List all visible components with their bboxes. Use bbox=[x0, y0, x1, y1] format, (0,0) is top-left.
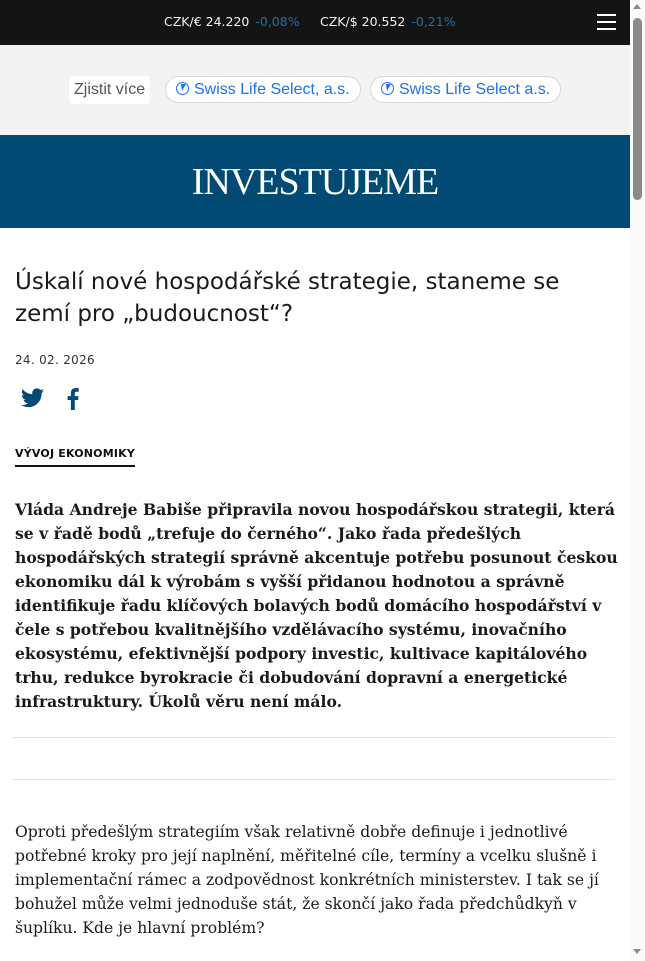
facebook-icon bbox=[66, 388, 80, 410]
twitter-icon bbox=[21, 388, 44, 408]
bolt-circle-icon bbox=[176, 82, 189, 95]
article-date: 24. 02. 2026 bbox=[15, 353, 95, 367]
promo-label: Zjistit více bbox=[69, 76, 150, 104]
promo-chip-label: Swiss Life Select a.s. bbox=[399, 81, 551, 98]
ticker-eur bbox=[164, 14, 300, 29]
category-tag[interactable]: VÝVOJ EKONOMIKY bbox=[15, 447, 135, 467]
currency-ticker-bar bbox=[0, 0, 630, 45]
vertical-scrollbar[interactable] bbox=[630, 0, 645, 961]
site-logo[interactable]: INVESTUJEME bbox=[191, 161, 439, 203]
promo-chip-label: Swiss Life Select, a.s. bbox=[194, 81, 350, 98]
ticker-eur-change: -0,08% bbox=[255, 14, 300, 29]
share-twitter-button[interactable] bbox=[21, 388, 44, 410]
article-lead: Vláda Andreje Babiše připravila novou hospodářskou strategii, která se v řadě bodů „trefuje do černého“. Jako řada předešlých hospodářských strategií správně akcentuje potřebu posunout českou ekonomiku dál k výrobám s vyšší přidanou hodnotou a správně identifikuje řadu klíčových bolavých bodů domácího hospodářství v čele s potřebou kvalitnějšího vzdělávacího systému, inovačního ekosystému, efektivnější podpory investic, kultivace kapitálového trhu, redukce byrokracie či dobudování dopravní a energetické infrastruktury. Úkolů věru není málo. bbox=[15, 500, 618, 711]
scroll-up-arrow-icon[interactable] bbox=[633, 4, 641, 9]
ticker-usd-rate: CZK/$ 20.552 bbox=[320, 14, 406, 29]
brand-banner bbox=[0, 135, 630, 228]
bolt-circle-icon bbox=[381, 82, 394, 95]
ticker-usd-change: -0,21% bbox=[411, 14, 456, 29]
divider bbox=[12, 779, 615, 780]
promo-chip-swiss-life-2[interactable] bbox=[370, 76, 561, 103]
share-facebook-button[interactable] bbox=[66, 388, 80, 410]
article-paragraph: Oproti předešlým strategiím však relativně dobře definuje i jednotlivé potřebné kroky pro její naplnění, měřitelné cíle, termíny a vcelku slušně i implementační rámec a zodpovědnost konkrétních ministerstev. I tak se jí bohužel může velmi jednoduše stát, že skončí jako řada předchůdkyň v šuplíku. Kde je hlavní problém? bbox=[15, 823, 599, 937]
divider bbox=[12, 737, 615, 738]
ticker-eur-rate: CZK/€ 24.220 bbox=[164, 14, 250, 29]
ticker-usd bbox=[320, 14, 456, 29]
scroll-thumb[interactable] bbox=[633, 18, 642, 200]
scroll-down-arrow-icon[interactable] bbox=[633, 949, 641, 954]
hamburger-menu-icon[interactable] bbox=[597, 13, 617, 31]
promo-chip-swiss-life-1[interactable] bbox=[165, 76, 361, 103]
article-title: Úskalí nové hospodářské strategie, staneme se zemí pro „budoucnost“? bbox=[15, 269, 560, 327]
